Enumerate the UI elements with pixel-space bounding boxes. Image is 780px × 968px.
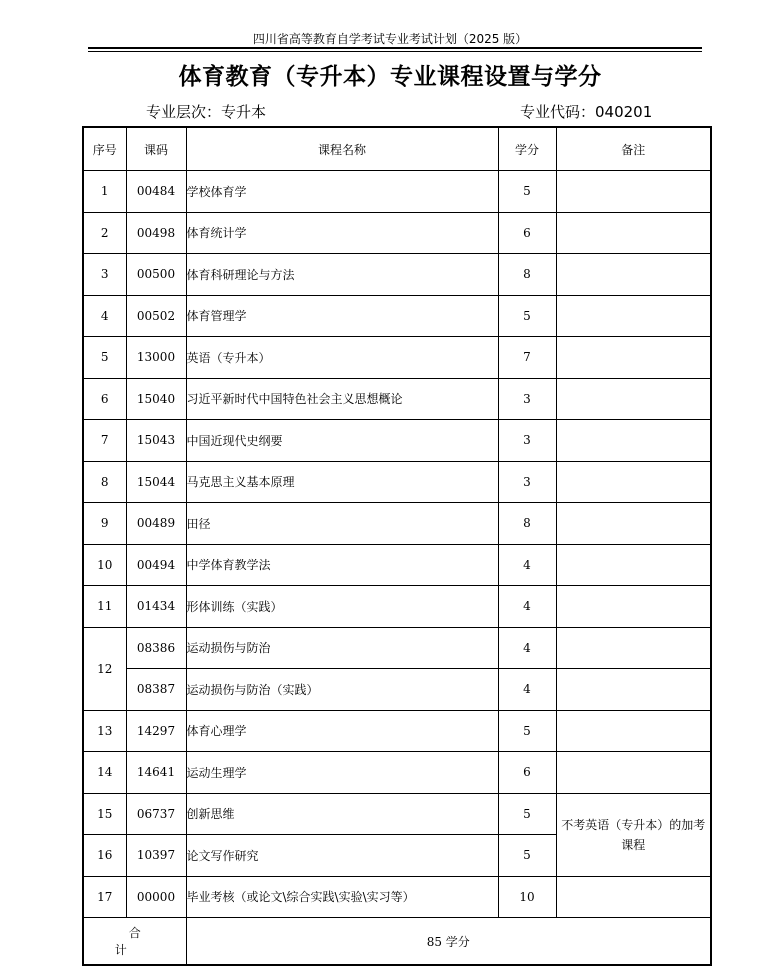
- table-row: [83, 669, 711, 711]
- total-label-cell: [83, 918, 186, 966]
- major-code: 专业代码：040201: [520, 103, 653, 121]
- row-remark: [556, 171, 711, 213]
- row-credit: 5: [498, 793, 556, 835]
- row-credit: 3: [498, 461, 556, 503]
- row-remark: [556, 752, 711, 794]
- row-name: 形体训练（实践）: [186, 586, 498, 628]
- row-remark: [556, 378, 711, 420]
- row-remark: [556, 295, 711, 337]
- row-credit: 6: [498, 752, 556, 794]
- row-name: 体育科研理论与方法: [186, 254, 498, 296]
- row-code: 08387: [126, 669, 186, 711]
- table-row: [83, 544, 711, 586]
- header-seq: 序号: [83, 127, 126, 171]
- table-row: [83, 627, 711, 669]
- row-code: 15043: [126, 420, 186, 462]
- table-row: [83, 876, 711, 918]
- header-name: 课程名称: [186, 127, 498, 171]
- row-credit: 8: [498, 254, 556, 296]
- header-code: 课码: [126, 127, 186, 171]
- row-seq: 3: [83, 254, 126, 296]
- row-remark: [556, 710, 711, 752]
- row-credit: 4: [498, 586, 556, 628]
- row-seq: 16: [83, 835, 126, 877]
- row-remark: [556, 586, 711, 628]
- row-seq: 1: [83, 171, 126, 213]
- row-remark: [556, 876, 711, 918]
- row-code: 00500: [126, 254, 186, 296]
- table-row: [83, 337, 711, 379]
- row-credit: 7: [498, 337, 556, 379]
- row-credit: 3: [498, 420, 556, 462]
- row-code: 14297: [126, 710, 186, 752]
- row-credit: 10: [498, 876, 556, 918]
- row-seq: 2: [83, 212, 126, 254]
- row-name: 体育心理学: [186, 710, 498, 752]
- row-name: 运动生理学: [186, 752, 498, 794]
- row-name: 马克思主义基本原理: [186, 461, 498, 503]
- header-remark: 备注: [556, 127, 711, 171]
- row-credit: 5: [498, 295, 556, 337]
- row-code: 00498: [126, 212, 186, 254]
- row-code: 00484: [126, 171, 186, 213]
- row-code: 00000: [126, 876, 186, 918]
- row-name: 学校体育学: [186, 171, 498, 213]
- row-seq: 10: [83, 544, 126, 586]
- row-seq: 11: [83, 586, 126, 628]
- table-row: [83, 586, 711, 628]
- row-code: 00489: [126, 503, 186, 545]
- row-credit: 4: [498, 669, 556, 711]
- row-name: 中国近现代史纲要: [186, 420, 498, 462]
- header-credit: 学分: [498, 127, 556, 171]
- total-label: 合计: [114, 926, 169, 957]
- row-name: 中学体育教学法: [186, 544, 498, 586]
- table-row: [83, 295, 711, 337]
- running-header: 四川省高等教育自学考试专业考试计划（2025 版）: [252, 32, 528, 46]
- row-remark: [556, 544, 711, 586]
- row-code: 00494: [126, 544, 186, 586]
- table-row: [83, 503, 711, 545]
- row-name: 运动损伤与防治: [186, 627, 498, 669]
- row-seq: 8: [83, 461, 126, 503]
- row-name: 习近平新时代中国特色社会主义思想概论: [186, 378, 498, 420]
- row-remark: [556, 212, 711, 254]
- total-value: 85 学分: [186, 918, 711, 966]
- row-code: 01434: [126, 586, 186, 628]
- row-name: 论文写作研究: [186, 835, 498, 877]
- table-row: [83, 420, 711, 462]
- row-remark: [556, 669, 711, 711]
- row-remark: [556, 337, 711, 379]
- row-name: 创新思维: [186, 793, 498, 835]
- row-credit: 6: [498, 212, 556, 254]
- course-table: [82, 126, 712, 966]
- row-seq: 14: [83, 752, 126, 794]
- row-seq: 17: [83, 876, 126, 918]
- table-row: [83, 710, 711, 752]
- table-row: [83, 378, 711, 420]
- row-seq: 5: [83, 337, 126, 379]
- row-name: 英语（专升本）: [186, 337, 498, 379]
- row-credit: 5: [498, 710, 556, 752]
- row-name: 田径: [186, 503, 498, 545]
- table-row: [83, 461, 711, 503]
- header-rule-thick: [88, 47, 702, 49]
- row-remark-merged: 不考英语（专升本）的加考课程: [556, 793, 711, 876]
- row-credit: 8: [498, 503, 556, 545]
- row-code: 00502: [126, 295, 186, 337]
- row-code: 06737: [126, 793, 186, 835]
- row-code: 15044: [126, 461, 186, 503]
- row-seq: 15: [83, 793, 126, 835]
- total-row: [83, 918, 711, 966]
- major-level: 专业层次：专升本: [146, 103, 267, 121]
- row-remark: [556, 627, 711, 669]
- row-name: 体育统计学: [186, 212, 498, 254]
- row-code: 10397: [126, 835, 186, 877]
- row-code: 08386: [126, 627, 186, 669]
- table-row: [83, 793, 711, 835]
- row-credit: 5: [498, 835, 556, 877]
- table-header-row: [83, 127, 711, 171]
- row-seq: 9: [83, 503, 126, 545]
- row-remark: [556, 461, 711, 503]
- row-seq: 4: [83, 295, 126, 337]
- row-remark: [556, 503, 711, 545]
- table-row: [83, 752, 711, 794]
- row-credit: 4: [498, 544, 556, 586]
- row-seq: 13: [83, 710, 126, 752]
- row-name: 体育管理学: [186, 295, 498, 337]
- row-code: 13000: [126, 337, 186, 379]
- header-rule-thin: [88, 51, 702, 52]
- row-remark: [556, 254, 711, 296]
- row-credit: 3: [498, 378, 556, 420]
- row-name: 运动损伤与防治（实践）: [186, 669, 498, 711]
- row-code: 14641: [126, 752, 186, 794]
- table-row: [83, 212, 711, 254]
- document-title: 体育教育（专升本）专业课程设置与学分: [178, 64, 602, 90]
- row-code: 15040: [126, 378, 186, 420]
- table-row: [83, 254, 711, 296]
- row-seq: 7: [83, 420, 126, 462]
- row-seq: 12: [83, 627, 126, 710]
- row-seq: 6: [83, 378, 126, 420]
- table-row: [83, 171, 711, 213]
- row-credit: 4: [498, 627, 556, 669]
- row-credit: 5: [498, 171, 556, 213]
- row-remark: [556, 420, 711, 462]
- row-name: 毕业考核（或论文\综合实践\实验\实习等）: [186, 876, 498, 918]
